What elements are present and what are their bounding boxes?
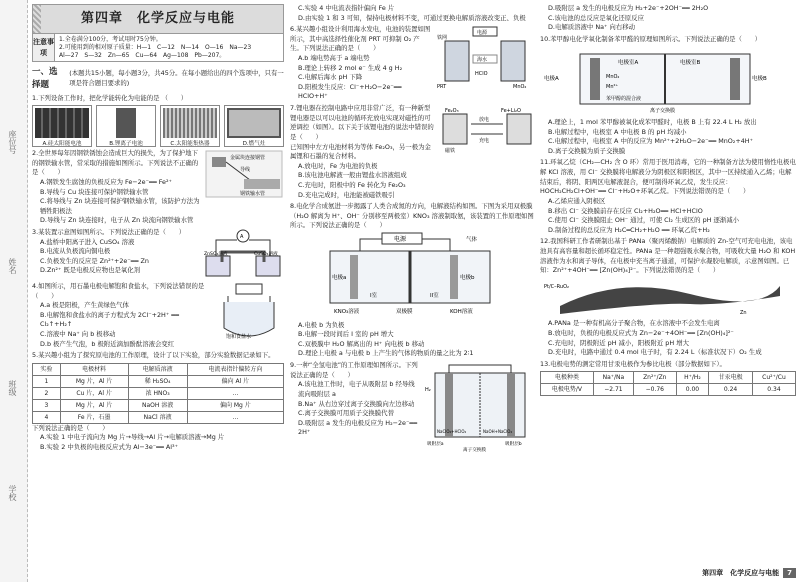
solar-panel-image <box>35 108 89 138</box>
notice-line: Al—27 S—32 Zn—65 Cu—64 Ag—108 Pb—207。 <box>59 52 226 60</box>
class-label: 班级 <box>8 380 17 396</box>
question-stem: 12.我国科研工作者研制出基于 PANa（聚丙烯酸钠）电解质的 Zn-空气可充电电池，该电池具有高容量和超长循环稳定性。PANa 是一种超强吸水聚合物，可吸收大量 H₂O 和 KOH 溶液作为水和离子导体，在电极中充当离子通道，可保护水凝胶电解质，示意图如图。已知：Zn²⁺+4OH⁻══ [Zn(OH)₄]²⁻。下列说法错误的是 <box>540 237 796 275</box>
galvanic-cell-diagram <box>202 228 284 280</box>
pipe-diagram <box>204 149 284 199</box>
option-b: B.电解饱和食盐水的离子方程式为 2Cl⁻+2H⁺ ══ Cl₂↑+H₂↑ <box>40 310 179 329</box>
option-a: A.a 极是阳极，产生黄绿色气体 <box>40 301 129 310</box>
label-bipolar-membrane: 双极膜 <box>396 309 413 316</box>
question-stem: 10.苯甲醇电化学氧化制备苯甲醛的原理如图所示。下列说法正确的是 <box>540 34 736 43</box>
question-stem: 11.环氧乙烷（CH₂—CH₂ 含 O 环）常用于医用消毒，它的一种制备方法为使用惰性电极电解 KCl 溶液，用 Cl⁻ 交换膜将电解液分为阴极区和阳极区，其中一区持续通入乙烯；电解结束后，将阴、阳两区电解液混合，便可制得环氧乙烷，发生反应：HOCH₂CH₂Cl+OH⁻══ Cl⁻+H₂O+环氧乙烷。下列说法错误的是 <box>540 158 796 196</box>
option-b: B.电解一段时间后 I 室的 pH 增大 <box>298 330 394 339</box>
option-b: B.放电时，负极的电极反应式为 Zn−2e⁻+4OH⁻══ [Zn(OH)₄]²⁻ <box>548 329 734 338</box>
option-b: B.实验 2 中负极的电极反应式为 Al−3e⁻══ Al³⁺ <box>40 443 178 452</box>
label-mno2: MnO₂ <box>513 84 527 91</box>
question-stem: 3.某装置示意图如图所示。下列说法正确的是 <box>32 227 160 236</box>
question-stem: 2.全世界每年因钢铁锈蚀会造成巨大的损失，为了保护地下的钢铁输水管，常采取的措施如图所示。下列说法不正确的是 <box>32 149 199 177</box>
label-kno3: KNO₃溶液 <box>334 309 360 316</box>
question-stem: 1.下列设备工作时，把化学能转化为电能的是 <box>32 93 160 102</box>
question-stem: 13.电极电势的测定常用甘汞电极作为参比电极（部分数据如下）。 <box>540 359 726 368</box>
option-c: C.充电时，阳极中的 Fe 转化为 Fe₂O₃ <box>298 180 406 189</box>
question-2 <box>32 149 284 226</box>
benzyl-alcohol-oxidation-diagram <box>540 44 790 114</box>
electrolysis-u-tube-diagram <box>214 282 284 340</box>
option-d: D.制备过程的总反应为 H₂C═CH₂+H₂O ══ 环氧乙烷+H₂ <box>548 225 710 234</box>
answer-paren: （ ） <box>723 187 750 196</box>
page-footer <box>702 568 796 579</box>
option-d: D.导线与 Zn 块连接时，电子从 Zn 块流向钢铁输水管 <box>40 216 194 225</box>
notice-line: 2.可能用到的相对原子质量：H—1 C—12 N—14 O—16 Na—23 <box>59 44 252 52</box>
table-row: 3 Mg 片，Al 片 NaOH 溶液 偏向 Mg 片 <box>33 399 284 411</box>
option-image: A.硅太阳能电池 <box>32 105 92 147</box>
zn-air-battery-diagram <box>540 276 790 316</box>
adsorption-layer-a <box>445 373 453 437</box>
notice-body <box>55 34 255 61</box>
label-power: 电源 <box>477 30 488 37</box>
question-3 <box>32 228 284 280</box>
battery-sheet <box>560 286 780 314</box>
bipolar-membrane-diagram <box>290 231 530 317</box>
answer-paren: （ ） <box>360 221 386 230</box>
question-6 <box>290 25 535 102</box>
label-left-solution: NaClO₄+HClO₄ <box>437 429 467 435</box>
option-a: A.钢铁发生腐蚀的负极反应为 Fe−2e⁻══ Fe²⁺ <box>40 177 172 186</box>
answer-paren: （ ） <box>32 291 58 300</box>
question-8 <box>290 202 535 359</box>
label-seawater: 海水 <box>477 57 488 64</box>
label-gas: 气体 <box>466 237 478 244</box>
question-7 <box>290 104 535 200</box>
gas-stove-image <box>227 108 281 138</box>
label-fe2o3: Fe₂O₃ <box>445 108 459 115</box>
beaker-left <box>206 256 230 276</box>
question-12 <box>540 237 796 357</box>
option-d: D.由实验 1 和 3 可知，保持电极材料不变，可通过更换电解质溶液改变正、负极 <box>298 13 526 22</box>
beaker-right <box>256 256 280 276</box>
label-brine: 饱和食盐水 <box>226 333 252 340</box>
label-wire: 导线 <box>240 167 251 174</box>
option-a: A.理论上，1 mol 苯甲醇被氧化成苯甲醛时，电极 B 上有 22.4 L H₂ 放出 <box>548 118 757 127</box>
label-prt: PRT <box>437 84 447 91</box>
option-a: A.乙烯应通入阴极区 <box>548 196 606 205</box>
option-d: D.充电时，电路中通过 0.4 mol 电子时，有 2.24 L（标准状况下）O₂ 生成 <box>548 348 762 357</box>
metal-block <box>212 157 226 167</box>
school-label: 学校 <box>8 485 17 501</box>
steel-pipe <box>244 179 280 189</box>
name-label: 姓名 <box>8 258 17 274</box>
u-tube <box>224 302 274 336</box>
label-discharge: 放电 <box>479 117 490 124</box>
page-number: 7 <box>783 568 796 579</box>
option-d: D.充电完成时，电池能被磁铁吸引 <box>298 190 395 199</box>
option-line: D.电解质溶液中 Na⁺ 向右移动 <box>548 23 635 32</box>
question-stem: 7.锂电器在控制电路中应用非常广泛，有一种新型锂电器是以可以电池的循环充放电实现对磁性的可逆调控（如图）。以下关于该锂电池的说法中错误的是 <box>290 104 434 141</box>
electrode-b <box>730 58 740 100</box>
svg-text:A: A <box>240 233 244 240</box>
answer-paren: （ ） <box>328 370 354 379</box>
option-b: B.Na⁺ 从右边穿过离子交换膜向左边移动 <box>298 399 415 408</box>
notice-box <box>32 34 284 62</box>
section-heading <box>32 66 284 92</box>
right-electrode <box>501 41 525 81</box>
column-right <box>540 4 796 579</box>
option-b: B.该电池电解液一般由锂盐水溶液组成 <box>298 171 407 180</box>
answer-paren: （ ） <box>83 423 109 432</box>
question-note: 已知图中左方电池材料为等体 Fe₂O₃，另一极为金属锂和石墨的复合材料。 <box>290 142 431 161</box>
label-right-solution: NaOH+NaClO₄ <box>483 429 513 435</box>
table-header-row: 实验 电极材料 电解质溶液 电流表指针偏转方向 <box>33 363 284 375</box>
table-row: 4 Fe 片，石墨 NaCl 溶液 ... <box>33 411 284 423</box>
electrode-a <box>350 255 358 299</box>
chapter-banner <box>32 4 284 34</box>
left-electrode <box>445 41 469 81</box>
option-image: C.太阳能集热器 <box>160 105 220 147</box>
label-membrane: 离子交换膜 <box>650 108 676 115</box>
option-d: D.阳极发生反应：Cl⁻+H₂O−2e⁻══ HClO+H⁺ <box>298 82 402 101</box>
label-mixture: 苯甲醇的混合液 <box>606 96 642 103</box>
question-13 <box>540 360 796 397</box>
label-chamber-b: 电极室B <box>680 60 701 67</box>
answer-paren: （ ） <box>161 93 188 102</box>
question-10 <box>540 35 796 157</box>
answer-paren: （ ） <box>159 227 186 236</box>
question-stem: 4.如图所示，用石墨电极电解饱和食盐水，下列说法错误的是 <box>32 281 205 290</box>
question-5 <box>32 351 284 452</box>
option-b: B.理论上转移 2 mol e⁻ 生成 4 g H₂ <box>298 63 403 72</box>
collector-image <box>163 108 217 138</box>
option-a: A.电极 b 为负极 <box>298 320 345 329</box>
lithium-battery-diagram <box>439 104 535 156</box>
answer-paren: （ ） <box>296 132 322 141</box>
option-d: D.吸附层 a 发生的电极反应为 H₂−2e⁻══ 2H⁺ <box>298 418 418 437</box>
option-a: A.PANa 是一种有机高分子聚合物，在水溶液中不会发生电离 <box>548 319 720 328</box>
label-pipe: 钢铁输水管 <box>240 191 266 198</box>
option-c: C.负极发生的反应是 Zn²⁺+2e⁻══ Zn <box>40 256 149 265</box>
option-c: C.双极膜中 H₂O 解离出的 H⁺ 向电极 b 移动 <box>298 339 425 348</box>
option-line: D.吸附层 a 发生的电极反应为 H₂+2e⁻+2OH⁻══ 2H₂O <box>548 4 709 12</box>
question-stem: 9.一种“全氢电池”的工作原理如图所示。下列说法正确的是 <box>290 361 418 379</box>
label-layer-b: 吸附层b <box>505 442 522 448</box>
question-tail: 下列说法正确的是 <box>32 423 84 432</box>
question-9 <box>290 361 535 453</box>
option-line: C.该电池的总反应是氧化还原反应 <box>548 13 644 22</box>
electrode-potential-table <box>540 371 796 396</box>
notice-tag: 注意事项 <box>33 34 55 61</box>
label-power: 电源 <box>394 236 407 244</box>
label-block: 金属块连接钢管 <box>230 155 266 162</box>
label-electrode-a: 电极a <box>332 275 347 282</box>
label-mn2: Mn²⁺ <box>606 84 619 91</box>
option-c: C.实验 4 中电流表指针偏向 Fe 片 <box>298 4 395 12</box>
label-fe-li2o: Fe+Li₂O <box>501 108 521 115</box>
table-row: 1 Mg 片，Al 片 稀 H₂SO₄ 偏向 Al 片 <box>33 375 284 387</box>
label-electrode-b: 电极b <box>460 275 475 282</box>
label-h2: H₂ <box>425 387 431 394</box>
question-4 <box>32 282 284 349</box>
table-header-row: 电极种类 Na⁺/Na Zn²⁺/Zn H⁺/H₂ 甘汞电极 Cu²⁺/Cu <box>541 372 796 384</box>
electrode-a <box>590 58 600 100</box>
option-a: A.b 端电势高于 a 端电势 <box>298 54 370 63</box>
section-title: 一、选择题 <box>32 67 58 90</box>
option-image: D.燃气灶 <box>224 105 284 147</box>
label-magnet: 磁铁 <box>445 148 456 155</box>
option-d: D.Zn²⁺ 既是电极反应物也是氧化剂 <box>40 266 141 275</box>
seat-number-label: 座位号 <box>8 130 17 154</box>
label-electrode-b: 电极B <box>752 76 767 83</box>
answer-paren: （ ） <box>693 266 720 275</box>
experiment-table <box>32 363 284 424</box>
option-d: D.离子交换膜为质子交换膜 <box>548 146 626 155</box>
option-c: C.电解后海水 pH 下降 <box>298 73 363 82</box>
option-c: C.使用 Cl⁻ 交换膜阻止 OH⁻ 通过，可使 Cl₂ 生成区的 pH 逐渐减小 <box>548 216 740 225</box>
hydrogen-cell-diagram <box>425 361 535 453</box>
option-c: C.充电时，阴极附近 pH 减小，阳极附近 pH 增大 <box>548 338 689 347</box>
label-mno2: MnO₂ <box>606 74 620 81</box>
label-iron-mesh: 铁网 <box>437 35 448 42</box>
footer-title: 第四章 化学反应与电能 <box>702 568 780 577</box>
seawater-cell-diagram <box>435 25 535 91</box>
option-d: D.理论上电极 a 与电极 b 上产生的气体的物质的量之比为 2∶1 <box>298 349 474 358</box>
binding-margin <box>0 0 28 582</box>
label-zn: Zn <box>740 309 747 316</box>
label-room-2: II室 <box>430 293 439 300</box>
banner-decoration <box>33 5 41 33</box>
label-layer-a: 吸附层a <box>427 442 444 448</box>
option-c: C.电解过程中，电极室 A 中的反应为 Mn²⁺+2H₂O−2e⁻══ MnO₂+4H⁺ <box>548 137 753 146</box>
option-a: A.盐桥中阳离子进入 CuSO₄ 溶液 <box>40 237 135 246</box>
label-znso4: ZnSO₄溶液 <box>204 251 228 257</box>
table-row: 电极电势/V −2.71 −0.76 0.00 0.24 0.34 <box>541 384 796 396</box>
column-left <box>32 4 284 552</box>
option-a: A.实验 1 中电子流向为 Mg 片→导线→Al 片→电解质溶液→Mg 片 <box>40 433 225 442</box>
column-middle <box>290 4 535 579</box>
question-stem: 6.某兴趣小组设计利用海水发电，电池的装置如图所示，其中高选择性催化剂 PRT 可抑制 O₂ 产生。下列说法正确的是 <box>290 25 431 53</box>
option-b: B.导线与 Cu 块连接可保护钢铁输水管 <box>40 187 149 196</box>
option-b: B.移出 Cl⁻ 交换膜前存在反应 Cl₂+H₂O══ HCl+HClO <box>548 206 703 215</box>
option-d: D.b 极产生气泡，b 极附近滴加酚酞溶液会变红 <box>40 339 175 348</box>
notice-line: 1.全卷满分100分，考试用时75分钟。 <box>59 36 162 43</box>
question-stem: 5.某兴趣小组为了探究原电池的工作原理，设计了以下实验，部分实验数据记录如下。 <box>32 351 275 360</box>
label-membrane: 离子交换膜 <box>463 448 486 454</box>
option-a: A.该电池工作时，电子从吸附层 b 经导线流向吸附层 a <box>298 380 415 398</box>
answer-paren: （ ） <box>353 44 380 53</box>
section-desc: (本题共15小题，每小题3分，共45分。在每小题给出的四个选项中，只有一项是符合题目要求的) <box>69 69 284 87</box>
label-pt-c: Pt/C–RuO₂ <box>544 283 570 290</box>
label-room-1: I室 <box>370 293 378 300</box>
battery-left <box>443 114 467 144</box>
option-c: C.离子交换膜可用质子交换膜代替 <box>298 409 394 418</box>
question-11 <box>540 158 796 235</box>
answer-paren: （ ） <box>38 168 64 177</box>
option-b: B.电流从负极流向铜电极 <box>40 247 111 256</box>
option-image: B.锂离子电池 <box>96 105 156 147</box>
answer-paren: （ ） <box>735 34 762 43</box>
power-source <box>236 284 262 294</box>
label-hclo: HClO <box>475 71 488 78</box>
label-koh: KOH溶液 <box>450 309 473 316</box>
option-a: A.放电时，Fe 为电池的负极 <box>298 161 378 170</box>
label-electrode-a: 电极A <box>544 76 559 83</box>
battery-right <box>507 114 531 144</box>
option-c: C.将导线与 Zn 块连接可保护钢铁输水管，该防护方法为牺牲阳极法 <box>40 197 200 215</box>
option-b: B.电解过程中，电极室 A 中电极 B 的 pH 均减小 <box>548 127 687 136</box>
question-1 <box>32 94 284 148</box>
battery-image <box>116 108 136 138</box>
electrode-b <box>450 255 458 299</box>
label-cuso4: CuSO₄溶液 <box>254 251 278 257</box>
label-chamber-a: 电极室A <box>618 60 639 67</box>
option-c: C.溶液中 Na⁺ 向 b 极移动 <box>40 330 116 339</box>
adsorption-layer-b <box>507 373 515 437</box>
label-charge: 充电 <box>479 138 490 145</box>
device-images <box>32 105 284 147</box>
chapter-title: 第四章 化学反应与电能 <box>80 11 235 27</box>
table-row: 2 Cu 片，Al 片 浓 HNO₃ ... <box>33 387 284 399</box>
question-stem: 8.电化学合成氨进一步揭露了人类合成氮的方向，电解液结构如图。下图为采用双极膜（H₂O 解离为 H⁺、OH⁻ 分别移至两极室）KNO₃ 溶液制取氨，该装置的工作原理如图所示。下列说法正确的是 <box>290 202 534 230</box>
